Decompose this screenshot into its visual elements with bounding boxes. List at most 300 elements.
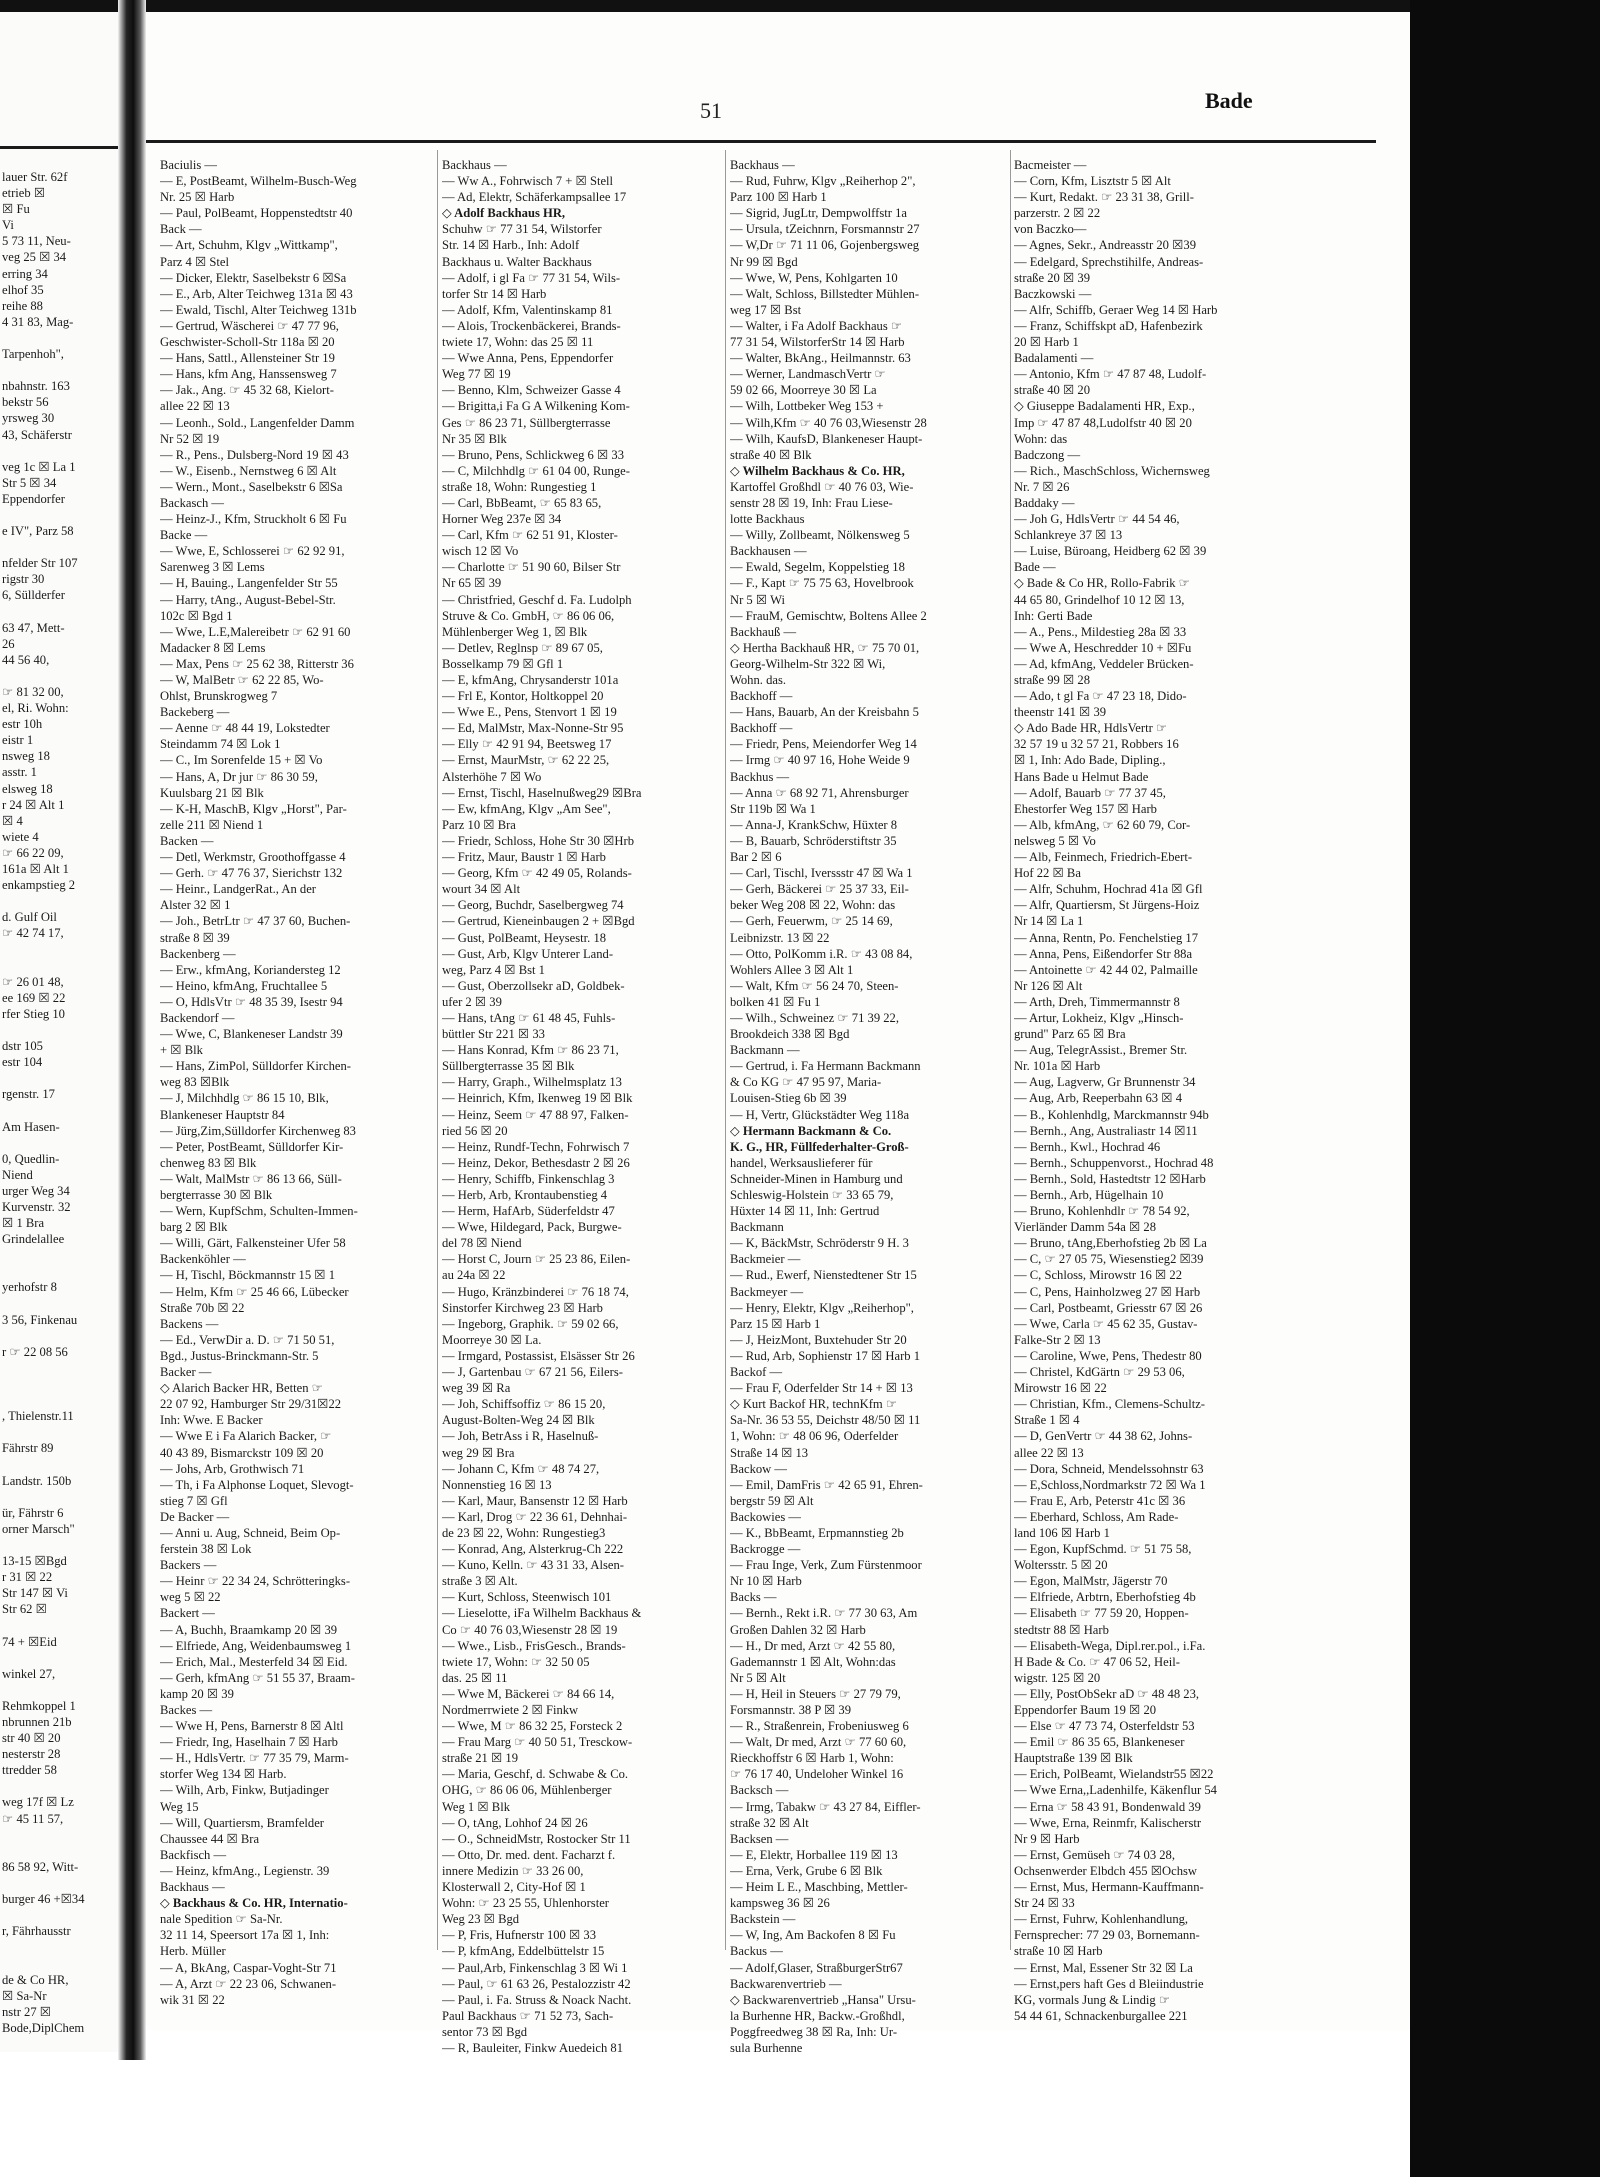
directory-line: — Kurt, Schloss, Steenwisch 101: [442, 1590, 612, 1605]
directory-line: — C, Pens, Hainholzweg 27 ☒ Harb: [1014, 1284, 1201, 1299]
directory-line: — Erich, PolBeamt, Wielandstr55 ☒22: [1014, 1767, 1214, 1782]
directory-line: — Christfried, Geschf d. Fa. Ludolph: [442, 592, 632, 607]
directory-line: — W, Ing, Am Backofen 8 ☒ Fu: [730, 1928, 896, 1943]
directory-line: Süllbergterrasse 35 ☒ Blk: [442, 1059, 575, 1074]
margin-fragment: [2, 1682, 116, 1698]
margin-fragment: Eppendorfer: [2, 491, 65, 506]
margin-fragment: Landstr. 150b: [2, 1473, 72, 1488]
directory-line: — Joh., BetrLtr ☞ 47 37 60, Buchen-: [160, 914, 351, 929]
directory-line: ◇ Hertha Backhauß HR, ☞ 75 70 01,: [730, 640, 920, 655]
margin-fragment: [2, 362, 116, 378]
directory-line: wisch 12 ☒ Vo: [442, 544, 519, 559]
directory-line: — Wwe H, Pens, Barnerstr 8 ☒ Altl: [160, 1719, 344, 1734]
directory-line: stedtstr 88 ☒ Harb: [1014, 1622, 1109, 1637]
directory-line: handel, Werksauslieferer für: [730, 1155, 873, 1170]
directory-line: Kuulsbarg 21 ☒ Blk: [160, 785, 264, 800]
directory-line: — B, Bauarb, Schröderstiftstr 35: [730, 833, 897, 848]
margin-fragment: d. Gulf Oil: [2, 910, 57, 925]
directory-line: + ☒ Blk: [160, 1043, 203, 1058]
directory-line: Bacmeister —: [1014, 158, 1087, 172]
margin-fragment: [2, 1247, 116, 1263]
directory-line: — Benno, Klm, Schweizer Gasse 4: [442, 383, 621, 398]
directory-line: — Otto, Dr. med. dent. Facharzt f.: [442, 1847, 616, 1862]
directory-line: ufer 2 ☒ 39: [442, 994, 502, 1009]
margin-fragment: [2, 1939, 116, 1955]
directory-line: Nr 9 ☒ Harb: [1014, 1831, 1080, 1846]
directory-line: straße 10 ☒ Harb: [1014, 1944, 1103, 1959]
directory-line: weg, Parz 4 ☒ Bst 1: [442, 962, 545, 977]
book-gutter: [118, 0, 146, 2060]
directory-line: innere Medizin ☞ 33 26 00,: [442, 1863, 584, 1878]
directory-line: wourt 34 ☒ Alt: [442, 882, 521, 897]
margin-fragment: r ☞ 22 08 56: [2, 1344, 68, 1359]
margin-fragment: estr 10h: [2, 717, 43, 732]
directory-line: — Heim L E., Maschbing, Mettler-: [730, 1880, 908, 1895]
directory-line: Backmann: [730, 1220, 784, 1235]
directory-line: Badalamenti —: [1014, 351, 1094, 366]
margin-fragment: [2, 1907, 116, 1923]
directory-line: senstr 28 ☒ 19, Inh: Frau Liese-: [730, 495, 893, 510]
directory-line: Wohn. das.: [730, 673, 787, 687]
directory-line: — Ernst, MaurMstr, ☞ 62 22 25,: [442, 753, 610, 768]
directory-line: — Ernst, Mal, Essener Str 32 ☒ La: [1014, 1960, 1193, 1975]
margin-fragment: Str 62 ☒: [2, 1602, 47, 1617]
directory-line: Badczong —: [1014, 447, 1081, 462]
directory-line: — H., Dr med, Arzt ☞ 42 55 80,: [730, 1638, 896, 1653]
directory-line: Forsmannstr. 38 P ☒ 39: [730, 1703, 852, 1717]
margin-fragment: [2, 958, 116, 974]
directory-line: — Wwe., Lisb., FrisGesch., Brands-: [442, 1638, 626, 1653]
directory-line: — A, BkAng, Caspar-Voght-Str 71: [160, 1960, 337, 1975]
directory-line: — H, Tischl, Böckmannstr 15 ☒ 1: [160, 1268, 336, 1283]
directory-line: — Karl, Drog ☞ 22 36 61, Dehnhai-: [442, 1509, 628, 1524]
margin-fragment: [2, 668, 116, 684]
margin-fragment: erring 34: [2, 266, 48, 281]
directory-line: — Elly ☞ 42 91 94, Beetsweg 17: [442, 737, 612, 752]
directory-line: — Carl, BbBeamt, ☞ 65 83 65,: [442, 495, 602, 510]
directory-line: — Wwe, C, Blankeneser Landstr 39: [160, 1027, 343, 1042]
directory-line: — Heinz, Seem ☞ 47 88 97, Falken-: [442, 1107, 629, 1122]
directory-line: allee 22 ☒ 13: [160, 399, 230, 414]
directory-line: Backhausen —: [730, 544, 807, 559]
directory-line: sula Burhenne: [730, 2040, 803, 2055]
margin-fragment: ttredder 58: [2, 1763, 57, 1778]
directory-line: 44 65 80, Grindelhof 10 12 ☒ 13,: [1014, 592, 1185, 607]
directory-line: — Walt, Dr med, Arzt ☞ 77 60 60,: [730, 1735, 907, 1750]
margin-fragment: weg 17f ☒ Lz: [2, 1795, 74, 1810]
directory-line: Parz 15 ☒ Harb 1: [730, 1316, 821, 1331]
directory-line: — Rud, Fuhrw, Klgv „Reiherhop 2",: [730, 174, 916, 189]
directory-line: ◇ Bade & Co HR, Rollo-Fabrik ☞: [1014, 576, 1190, 591]
directory-line: straße 21 ☒ 19: [442, 1751, 518, 1766]
directory-line: Backes —: [160, 1703, 213, 1717]
margin-fragment: dstr 105: [2, 1039, 43, 1054]
margin-fragment: Kurvenstr. 32: [2, 1200, 71, 1214]
previous-page-text: [2, 169, 116, 2036]
directory-line: — Jak., Ang. ☞ 45 32 68, Kielort-: [160, 383, 334, 398]
directory-line: — Wilh, KaufsD, Blankeneser Haupt-: [730, 431, 923, 446]
directory-line: zelle 211 ☒ Niend 1: [160, 817, 264, 832]
directory-line: weg 29 ☒ Bra: [442, 1445, 515, 1460]
directory-line: & Co KG ☞ 47 95 97, Maria-: [730, 1075, 882, 1090]
directory-line: — Adolf, i gl Fa ☞ 77 31 54, Wils-: [442, 270, 621, 285]
margin-fragment: Niend: [2, 1167, 33, 1182]
margin-fragment: ☞ 42 74 17,: [2, 926, 64, 941]
directory-line: ◇ Wilhelm Backhaus & Co. HR,: [730, 463, 905, 478]
margin-fragment: nsweg 18: [2, 749, 50, 764]
directory-line: — Emil, DamFris ☞ 42 65 91, Ehren-: [730, 1477, 923, 1492]
directory-line: — Friedr, Schloss, Hohe Str 30 ☒Hrb: [442, 833, 634, 848]
directory-line: — Wwe, Hildegard, Pack, Burgwe-: [442, 1220, 622, 1235]
directory-line: — C, Schloss, Mirowstr 16 ☒ 22: [1014, 1268, 1183, 1283]
margin-fragment: de & Co HR,: [2, 1972, 69, 1987]
directory-line: Ehestorfer Weg 157 ☒ Harb: [1014, 801, 1157, 816]
margin-fragment: Am Hasen-: [2, 1119, 60, 1134]
previous-page-strip: [0, 12, 118, 2052]
margin-fragment: [2, 1022, 116, 1038]
directory-column-3: [730, 157, 1034, 2056]
directory-line: Sinstorfer Kirchweg 23 ☒ Harb: [442, 1300, 603, 1315]
directory-line: Alsterhöhe 7 ☒ Wo: [442, 769, 542, 784]
margin-fragment: elsweg 18: [2, 781, 53, 796]
directory-line: Bade —: [1014, 560, 1056, 575]
directory-line: Nr 10 ☒ Harb: [730, 1574, 802, 1589]
directory-line: Backus —: [730, 1944, 783, 1959]
directory-line: — Rud, Arb, Sophienstr 17 ☒ Harb 1: [730, 1348, 921, 1363]
margin-fragment: veg 1c ☒ La 1: [2, 459, 76, 474]
margin-fragment: ür, Fährstr 6: [2, 1505, 64, 1520]
margin-fragment: 44 56 40,: [2, 652, 50, 667]
directory-line: Blankeneser Hauptstr 84: [160, 1107, 285, 1122]
directory-line: — Elly, PostObSekr aD ☞ 48 48 23,: [1014, 1686, 1200, 1701]
margin-fragment: ☞ 66 22 09,: [2, 845, 64, 860]
directory-line: — Walt, MalMstr ☞ 86 13 66, Süll-: [160, 1171, 342, 1186]
margin-fragment: 4 31 83, Mag-: [2, 314, 74, 329]
margin-fragment: 0, Quedlin-: [2, 1151, 60, 1166]
directory-line: — Anni u. Aug, Schneid, Beim Op-: [160, 1525, 341, 1540]
directory-line: Steindamm 74 ☒ Lok 1: [160, 737, 281, 752]
directory-line: Schneider-Minen in Hamburg und: [730, 1171, 903, 1186]
directory-line: Sarenweg 3 ☒ Lems: [160, 560, 265, 575]
directory-line: — Antonio, Kfm ☞ 47 87 48, Ludolf-: [1014, 367, 1207, 382]
directory-line: — Heinz, Dekor, Bethesdastr 2 ☒ 26: [442, 1155, 630, 1170]
directory-line: 20 ☒ Harb 1: [1014, 335, 1079, 350]
directory-line: Schuhw ☞ 77 31 54, Wilstorfer: [442, 222, 602, 237]
directory-line: — A., Pens., Mildestieg 28a ☒ 33: [1014, 624, 1187, 639]
directory-line: — Ewald, Segelm, Koppelstieg 18: [730, 560, 905, 575]
directory-line: ◇ Alarich Backer HR, Betten ☞: [160, 1381, 323, 1396]
directory-line: — Ed., VerwDir a. D. ☞ 71 50 51,: [160, 1332, 335, 1347]
directory-line: — Ad, kfmAng, Veddeler Brücken-: [1014, 656, 1194, 671]
directory-line: Nr 35 ☒ Blk: [442, 431, 507, 446]
directory-line: — Detlev, Reglnsp ☞ 89 67 05,: [442, 640, 603, 655]
directory-line: Inh: Gerti Bade: [1014, 608, 1093, 623]
directory-line: — Wwe, M ☞ 86 32 25, Forsteck 2: [442, 1719, 623, 1734]
directory-line: — Kuno, Kelln. ☞ 43 31 33, Alsen-: [442, 1558, 624, 1573]
directory-line: — Walter, BkAng., Heilmannstr. 63: [730, 351, 911, 366]
directory-line: straße 8 ☒ 39: [160, 930, 230, 945]
directory-line: Weg 77 ☒ 19: [442, 367, 511, 382]
margin-fragment: Vi: [2, 218, 14, 233]
directory-line: — K-H, MaschB, Klgv „Horst", Par-: [160, 801, 347, 816]
directory-line: — Agnes, Sekr., Andreasstr 20 ☒39: [1014, 238, 1196, 253]
directory-line: Struve & Co. GmbH, ☞ 86 06 06,: [442, 608, 615, 623]
directory-line: kampsweg 36 ☒ 26: [730, 1896, 830, 1911]
directory-line: — Wern, KupfSchm, Schulten-Immen-: [160, 1204, 358, 1219]
directory-line: Kartoffel Großhdl ☞ 40 76 03, Wie-: [730, 479, 914, 494]
directory-line: — Paul, i. Fa. Struss & Noack Nacht.: [442, 1992, 632, 2007]
directory-line: — E, kfmAng, Chrysanderstr 101a: [442, 673, 619, 687]
directory-line: Backsch —: [730, 1783, 789, 1798]
directory-line: Nordmerrwiete 2 ☒ Finkw: [442, 1703, 579, 1717]
directory-line: del 78 ☒ Niend: [442, 1236, 522, 1251]
margin-fragment: [2, 1102, 116, 1118]
directory-line: — Walt, Schloss, Billstedter Mühlen-: [730, 286, 920, 301]
margin-fragment: 74 + ☒Eid: [2, 1634, 57, 1649]
margin-fragment: rgenstr. 17: [2, 1087, 55, 1102]
directory-line: — Wwe, E, Schlosserei ☞ 62 92 91,: [160, 544, 345, 559]
directory-line: Backasch —: [160, 495, 224, 510]
margin-fragment: nbahnstr. 163: [2, 379, 70, 394]
directory-line: twiete 17, Wohn: das 25 ☒ 11: [442, 335, 594, 350]
directory-line: — H, Vertr, Glückstädter Weg 118a: [730, 1107, 910, 1122]
directory-line: — Charlotte ☞ 51 90 60, Bilser Str: [442, 560, 621, 575]
directory-line: — Adolf, Bauarb ☞ 77 37 45,: [1014, 785, 1166, 800]
directory-line: ◇ Hermann Backmann & Co.: [730, 1123, 892, 1138]
directory-line: Nr 52 ☒ 19: [160, 431, 220, 446]
directory-line: — F., Kapt ☞ 75 75 63, Hovelbrook: [730, 576, 914, 591]
directory-line: — Herb, Arb, Krontaubenstieg 4: [442, 1188, 608, 1202]
directory-line: — J, Milchhdlg ☞ 86 15 10, Blk,: [160, 1091, 329, 1106]
directory-line: Fernsprecher: 77 29 03, Bornemann-: [1014, 1928, 1200, 1943]
margin-fragment: Str 147 ☒ Vi: [2, 1586, 68, 1601]
directory-line: — Gerh. ☞ 47 76 37, Sierichstr 132: [160, 866, 343, 881]
directory-line: — Erw., kfmAng, Koriandersteg 12: [160, 962, 341, 977]
directory-line: Bosselkamp 79 ☒ Gfl 1: [442, 656, 564, 671]
directory-line: — O, tAng, Lohhof 24 ☒ 26: [442, 1815, 588, 1830]
directory-line: Backhaus u. Walter Backhaus: [442, 254, 592, 269]
directory-line: — Ernst, Mus, Hermann-Kauffmann-: [1014, 1880, 1204, 1895]
directory-line: — C., Im Sorenfelde 15 + ☒ Vo: [160, 753, 323, 768]
margin-fragment: ee 169 ☒ 22: [2, 990, 66, 1005]
directory-line: Brookdeich 338 ☒ Bgd: [730, 1027, 850, 1042]
margin-fragment: winkel 27,: [2, 1666, 56, 1681]
directory-line: Backstein —: [730, 1912, 796, 1927]
directory-line: — Bernh., Ang, Australiastr 14 ☒11: [1014, 1123, 1198, 1138]
directory-line: Paul Backhaus ☞ 71 52 73, Sach-: [442, 2008, 614, 2023]
directory-line: — Bruno, Kohlenhdlr ☞ 78 54 92,: [1014, 1204, 1190, 1219]
margin-fragment: [2, 1360, 116, 1376]
directory-line: — K., BbBeamt, Erpmannstieg 2b: [730, 1525, 904, 1540]
directory-line: — Anna-J, KrankSchw, Hüxter 8: [730, 817, 898, 832]
directory-line: Weg 1 ☒ Blk: [442, 1799, 510, 1814]
directory-line: theenstr 141 ☒ 39: [1014, 705, 1107, 720]
directory-line: — Anna, Rentn, Po. Fenchelstieg 17: [1014, 930, 1198, 945]
directory-line: Nr. 7 ☒ 26: [1014, 479, 1070, 494]
margin-fragment: yrsweg 30: [2, 411, 55, 426]
margin-fragment: [2, 604, 116, 620]
directory-line: Backhaus —: [160, 1880, 225, 1895]
directory-line: Ohlst, Brunskrogweg 7: [160, 689, 278, 704]
directory-line: — Hans, Bauarb, An der Kreisbahn 5: [730, 705, 919, 720]
directory-line: Backen —: [160, 833, 214, 848]
directory-line: — Friedr, Ing, Haselhain 7 ☒ Harb: [160, 1735, 338, 1750]
margin-fragment: 161a ☒ Alt 1: [2, 862, 69, 877]
margin-fragment: r 31 ☒ 22: [2, 1570, 53, 1585]
directory-line: bolken 41 ☒ Fu 1: [730, 994, 821, 1009]
directory-line: — Dora, Schneid, Mendelssohnstr 63: [1014, 1461, 1204, 1476]
directory-line: — Hans, kfm Ang, Hanssensweg 7: [160, 367, 337, 382]
directory-line: — R., Straßenrein, Frobeniusweg 6: [730, 1719, 909, 1734]
directory-line: ried 56 ☒ 20: [442, 1123, 508, 1138]
margin-fragment: [2, 1328, 116, 1344]
directory-line: — Bruno, Pens, Schlickweg 6 ☒ 33: [442, 447, 624, 462]
directory-line: — Joh G, HdlsVertr ☞ 44 54 46,: [1014, 512, 1180, 527]
directory-line: Leibnizstr. 13 ☒ 22: [730, 930, 830, 945]
directory-line: Backens —: [160, 1316, 219, 1331]
directory-line: — Irmg, Tabakw ☞ 43 27 84, Eiffler-: [730, 1799, 921, 1814]
directory-line: 77 31 54, WilstorferStr 14 ☒ Harb: [730, 335, 905, 350]
directory-line: Wohn: ☞ 23 25 55, Uhlenhorster: [442, 1896, 609, 1911]
directory-line: — Bernh., Rekt i.R. ☞ 77 30 63, Am: [730, 1606, 918, 1621]
margin-fragment: nstr 27 ☒: [2, 2004, 52, 2019]
directory-line: Backrogge —: [730, 1542, 801, 1557]
directory-line: K. G., HR, Füllfederhalter-Groß-: [730, 1139, 909, 1154]
directory-line: — R., Pens., Dulsberg-Nord 19 ☒ 43: [160, 447, 349, 462]
directory-line: — Erna ☞ 58 43 91, Bondenwald 39: [1014, 1799, 1201, 1814]
directory-line: 59 02 66, Moorreye 30 ☒ La: [730, 383, 877, 398]
directory-line: — Frau F, Oderfelder Str 14 + ☒ 13: [730, 1381, 913, 1396]
directory-line: — Alfr, Schiffb, Geraer Weg 14 ☒ Harb: [1014, 302, 1218, 317]
directory-line: Parz 10 ☒ Bra: [442, 817, 516, 832]
directory-line: Eppendorfer Baum 19 ☒ 20: [1014, 1703, 1157, 1717]
directory-line: Backers —: [160, 1558, 217, 1573]
margin-fragment: [2, 1843, 116, 1859]
directory-line: büttler Str 221 ☒ 33: [442, 1027, 545, 1042]
margin-fragment: [2, 1778, 116, 1794]
directory-line: Nr. 25 ☒ Harb: [160, 190, 235, 205]
directory-line: Rieckhoffstr 6 ☒ Harb 1, Wohn:: [730, 1751, 894, 1766]
directory-line: Nr 99 ☒ Bgd: [730, 254, 798, 269]
margin-fragment: [2, 893, 116, 909]
margin-fragment: [2, 1135, 116, 1151]
directory-line: — Sigrid, JugLtr, Dempwolffstr 1a: [730, 206, 907, 221]
margin-fragment: rigstr 30: [2, 572, 45, 587]
directory-line: — Else ☞ 47 73 74, Osterfeldstr 53: [1014, 1719, 1195, 1734]
directory-line: — Caroline, Wwe, Pens, Thedestr 80: [1014, 1348, 1202, 1363]
directory-line: — Ernst, Tischl, Haselnußweg29 ☒Bra: [442, 785, 642, 800]
directory-line: Inh: Wwe. E Backer: [160, 1413, 263, 1428]
directory-line: Straße 14 ☒ 13: [730, 1445, 809, 1460]
margin-fragment: nbrunnen 21b: [2, 1715, 72, 1729]
scan-border-right: [1410, 0, 1600, 2177]
margin-fragment: ☒ Sa-Nr: [2, 1988, 47, 2003]
directory-line: Backhoff —: [730, 721, 793, 736]
margin-fragment: yerhofstr 8: [2, 1280, 57, 1295]
directory-line: — E,Schloss,Nordmarkstr 72 ☒ Wa 1: [1014, 1477, 1206, 1492]
directory-line: — Hans, tAng ☞ 61 48 45, Fuhls-: [442, 1010, 616, 1025]
directory-line: Backsen —: [730, 1831, 789, 1846]
directory-line: Backert —: [160, 1606, 215, 1621]
directory-line: — W., Eisenb., Nernstweg 6 ☒ Alt: [160, 463, 337, 478]
page-number: 51: [700, 98, 722, 123]
directory-line: — Hugo, Kränzbinderei ☞ 76 18 74,: [442, 1284, 629, 1299]
directory-line: weg 39 ☒ Ra: [442, 1381, 511, 1396]
directory-line: Baczkowski —: [1014, 286, 1092, 301]
directory-line: — Harry, tAng., August-Bebel-Str.: [160, 592, 336, 607]
directory-line: Bgd., Justus-Brinckmann-Str. 5: [160, 1348, 319, 1363]
directory-line: — Lieselotte, iFa Wilhelm Backhaus &: [442, 1606, 642, 1621]
margin-fragment: [2, 1827, 116, 1843]
directory-line: kamp 20 ☒ 39: [160, 1686, 234, 1701]
directory-line: — W,Dr ☞ 71 11 06, Gojenbergsweg: [730, 238, 919, 253]
directory-line: — Gerh, Feuerwm, ☞ 25 14 69,: [730, 914, 893, 929]
directory-line: Nonnenstieg 16 ☒ 13: [442, 1477, 552, 1492]
margin-fragment: veg 25 ☒ 34: [2, 250, 67, 265]
directory-line: — R, Bauleiter, Finkw Auedeich 81: [442, 2040, 624, 2055]
directory-line: — C, ☞ 27 05 75, Wiesenstieg2 ☒39: [1014, 1252, 1204, 1267]
margin-fragment: [2, 539, 116, 555]
directory-line: — Gust, Arb, Klgv Unterer Land-: [442, 946, 614, 961]
directory-line: Backeberg —: [160, 705, 230, 720]
directory-line: Backer —: [160, 1365, 212, 1380]
directory-line: — Frau Inge, Verk, Zum Fürstenmoor: [730, 1558, 922, 1573]
directory-line: — Paul, ☞ 61 63 26, Pestalozzistr 42: [442, 1976, 631, 1991]
margin-fragment: [2, 1537, 116, 1553]
directory-line: Backhus —: [730, 769, 790, 784]
directory-line: — Wwe E i Fa Alarich Backer, ☞: [160, 1429, 332, 1444]
directory-line: Nr 5 ☒ Alt: [730, 1670, 786, 1685]
previous-page-rule: [0, 146, 118, 149]
margin-fragment: orner Marsch": [2, 1521, 75, 1536]
margin-fragment: eistr 1: [2, 733, 34, 748]
directory-line: — Bruno, tAng,Eberhofstieg 2b ☒ La: [1014, 1236, 1207, 1251]
directory-line: — Gust, Oberzollsekr aD, Goldbek-: [442, 978, 625, 993]
margin-fragment: [2, 1070, 116, 1086]
directory-line: — Carl, Tischl, Iverssstr 47 ☒ Wa 1: [730, 866, 913, 881]
margin-fragment: [2, 1875, 116, 1891]
directory-line: — Frau E, Arb, Peterstr 41c ☒ 36: [1014, 1493, 1186, 1508]
margin-fragment: 3 56, Finkenau: [2, 1312, 78, 1327]
margin-fragment: Grindelallee: [2, 1232, 65, 1247]
margin-fragment: bekstr 56: [2, 395, 49, 410]
directory-line: — Arth, Dreh, Timmermannstr 8: [1014, 994, 1180, 1009]
directory-line: Wohn: das: [1014, 431, 1068, 446]
directory-line: — Max, Pens ☞ 25 62 38, Ritterstr 36: [160, 656, 354, 671]
directory-line: — E., Arb, Alter Teichweg 131a ☒ 43: [160, 286, 353, 301]
directory-line: — Wwe Anna, Pens, Eppendorfer: [442, 351, 614, 366]
directory-line: straße 40 ☒ 20: [1014, 383, 1090, 398]
directory-line: ◇ Kurt Backof HR, technKfm ☞: [730, 1397, 898, 1412]
directory-line: — Luise, Büroang, Heidberg 62 ☒ 39: [1014, 544, 1207, 559]
directory-line: Ochsenwerder Elbdch 455 ☒Ochsw: [1014, 1863, 1198, 1878]
directory-line: straße 40 ☒ Blk: [730, 447, 812, 462]
directory-line: — Georg, Kfm ☞ 42 49 05, Rolands-: [442, 866, 632, 881]
margin-fragment: 63 47, Mett-: [2, 620, 65, 635]
directory-line: — Wwe M, Bäckerei ☞ 84 66 14,: [442, 1686, 615, 1701]
directory-line: Gademannstr 1 ☒ Alt, Wohn:das: [730, 1654, 896, 1669]
directory-line: Imp ☞ 47 87 48,Ludolfstr 40 ☒ 20: [1014, 415, 1192, 430]
directory-line: — Joh, BetrAss i R, Haselnuß-: [442, 1429, 599, 1444]
directory-line: — Egon, MalMstr, Jägerstr 70: [1014, 1574, 1168, 1589]
directory-line: — Gertrud, Wäscherei ☞ 47 77 96,: [160, 318, 339, 333]
directory-line: la Burhenne HR, Backw.-Großhdl,: [730, 2008, 905, 2023]
margin-fragment: 6, Süllderfer: [2, 588, 65, 603]
directory-line: — Otto, PolKomm i.R. ☞ 43 08 84,: [730, 946, 913, 961]
directory-line: Parz 100 ☒ Harb 1: [730, 190, 827, 205]
margin-fragment: [2, 443, 116, 459]
directory-line: — H., HdlsVertr. ☞ 77 35 79, Marm-: [160, 1751, 349, 1766]
